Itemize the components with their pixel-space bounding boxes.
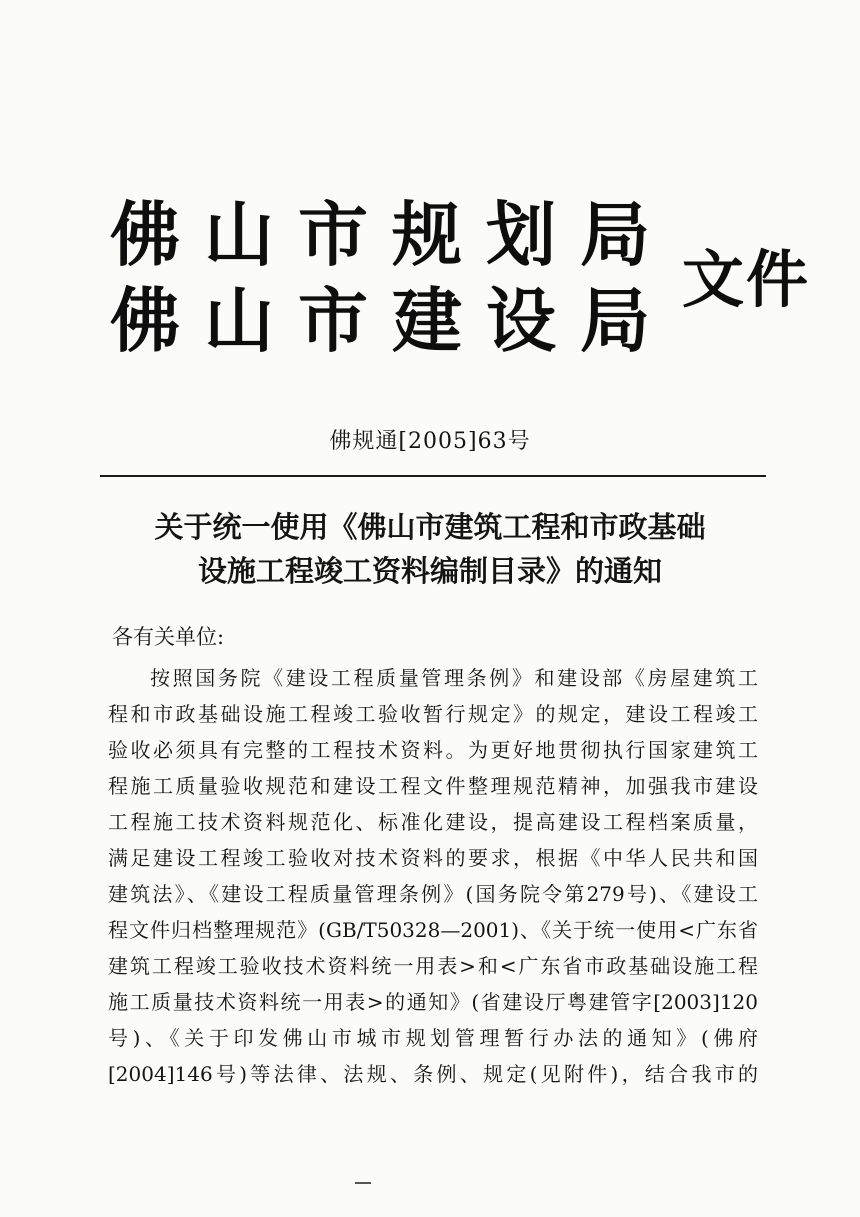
header-divider: [100, 475, 766, 477]
body-line: 满足建设工程竣工验收对技术资料的要求，根据《中华人民共和国: [108, 846, 758, 870]
body-line: 程施工质量验收规范和建设工程文件整理规范精神，加强我市建设: [108, 774, 758, 798]
body-line: 工程施工技术资料规范化、标准化建设，提高建设工程档案质量，: [108, 810, 758, 834]
salutation: 各有关单位:: [112, 625, 225, 649]
body-line: 号)、《关于印发佛山市城市规划管理暂行办法的通知》(佛府: [108, 1026, 758, 1050]
title-line-1: 关于统一使用《佛山市建筑工程和市政基础: [154, 510, 706, 544]
document-title: [0, 505, 860, 593]
body-line: 按照国务院《建设工程质量管理条例》和建设部《房屋建筑工: [150, 666, 758, 690]
title-line-2: 设施工程竣工资料编制目录》的通知: [197, 554, 662, 588]
body-line: 建筑法》、《建设工程质量管理条例》(国务院令第279号)、《建设工: [108, 882, 758, 906]
issuer-planning-bureau: 佛山市规划局: [110, 193, 674, 276]
body-line: 程文件归档整理规范》(GB/T50328—2001)、《关于统一使用<广东省: [108, 918, 758, 942]
scan-speck: [355, 1182, 371, 1184]
body-line: 程和市政基础设施工程竣工验收暂行规定》的规定，建设工程竣工: [108, 702, 758, 726]
body-line: 验收必须具有完整的工程技术资料。为更好地贯彻执行国家建筑工: [108, 738, 758, 762]
body-line: 施工质量技术资料统一用表>的通知》(省建设厅粤建管字[2003]120: [108, 990, 758, 1014]
issuer-construction-bureau: 佛山市建设局: [110, 279, 674, 362]
body-line: [2004]146号)等法律、法规、条例、规定(见附件)，结合我市的: [108, 1062, 758, 1086]
document-number: 佛规通[2005]63号: [329, 429, 531, 454]
issuer-header: [110, 192, 810, 364]
issuer-names: [110, 192, 674, 364]
body-paragraph: [108, 660, 758, 1092]
body-line: 建筑工程竣工验收技术资料统一用表>和<广东省市政基础设施工程: [108, 954, 758, 978]
document-type: 文件: [682, 242, 811, 316]
